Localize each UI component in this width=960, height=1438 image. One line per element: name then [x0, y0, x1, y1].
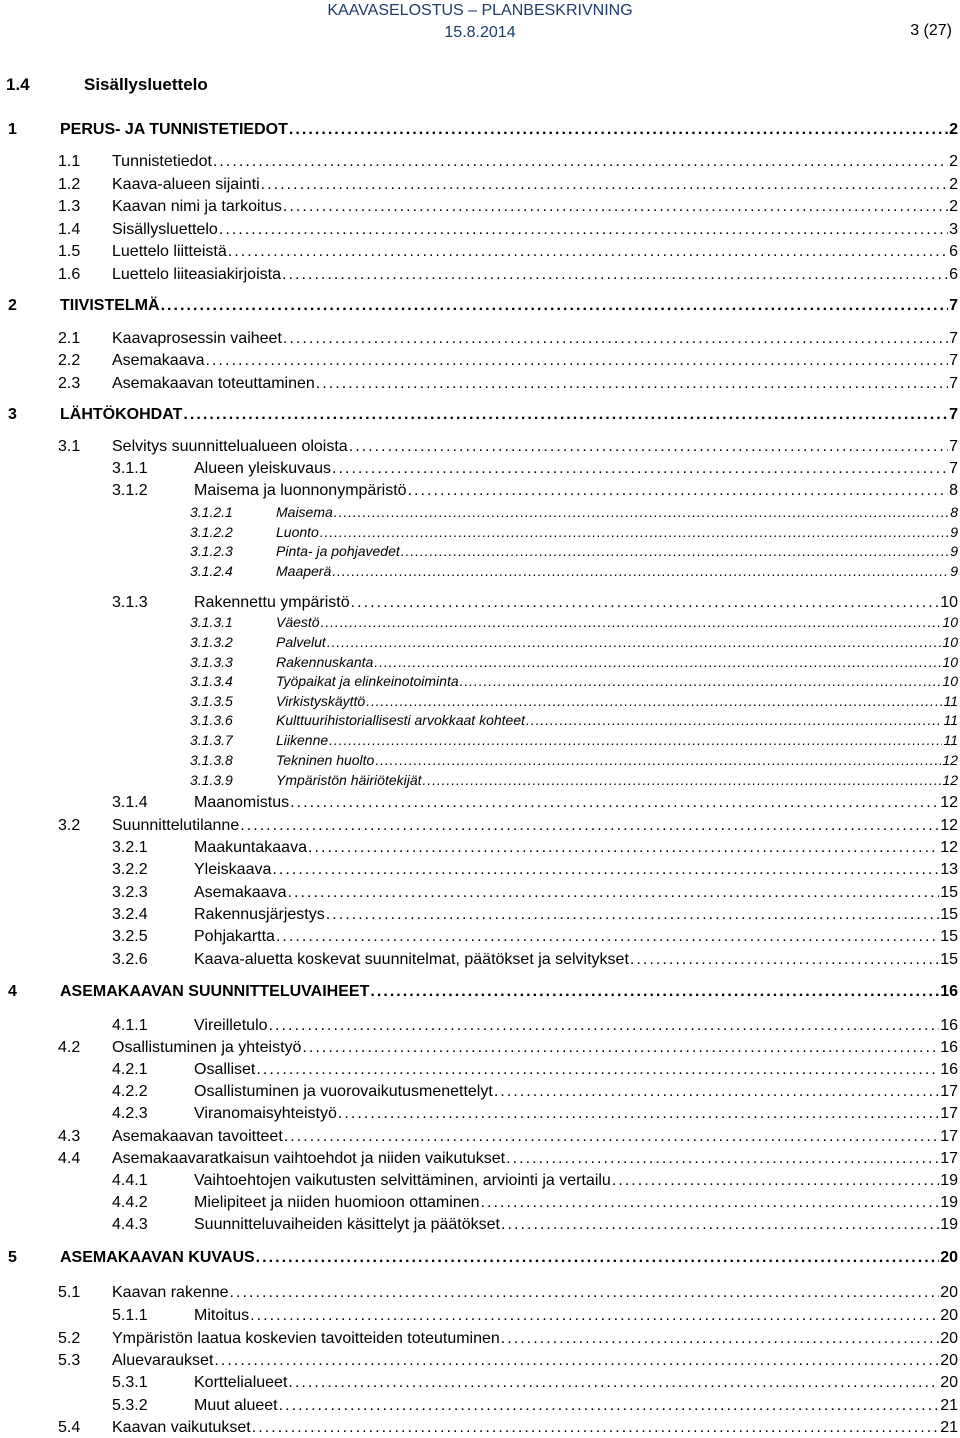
toc-entry-title: Selvitys suunnittelualueen oloista: [112, 438, 348, 455]
toc-entry-number: 4: [8, 983, 17, 1000]
toc-entry-number: 1: [8, 121, 17, 138]
toc-dot-leader: [494, 1082, 939, 1102]
toc-entry[interactable]: [58, 816, 958, 836]
toc-entry-page: 21: [940, 1419, 958, 1436]
toc-entry[interactable]: [58, 1351, 958, 1371]
toc-entry-page: 2: [949, 121, 958, 138]
toc-entry[interactable]: [58, 1127, 958, 1147]
toc-dot-leader: [230, 1283, 940, 1303]
toc-entry[interactable]: [8, 120, 958, 140]
toc-entry-page: 9: [950, 524, 958, 540]
toc-entry-title: Maaperä: [276, 563, 332, 579]
toc-entry-number: 3.1.3.7: [190, 732, 233, 748]
toc-entry[interactable]: [112, 1082, 958, 1102]
toc-entry-number: 3.1.3.3: [190, 654, 233, 670]
toc-entry-page: 6: [949, 243, 958, 260]
toc-entry-title: Liikenne: [276, 732, 329, 748]
toc-entry-title: Osalliset: [194, 1061, 256, 1078]
toc-entry[interactable]: [190, 503, 958, 521]
toc-entry-title: Maakuntakaava: [194, 839, 307, 856]
toc-entry-number: 4.3: [58, 1128, 81, 1145]
toc-entry[interactable]: [112, 481, 958, 501]
toc-entry[interactable]: [112, 1373, 958, 1393]
toc-entry-title: Osallistuminen ja vuorovaikutusmenettelyt: [194, 1083, 493, 1100]
toc-dot-leader: [284, 1127, 939, 1147]
section-number: 1.4: [6, 75, 30, 94]
toc-dot-leader: [252, 1418, 939, 1438]
toc-entry-title: Kaava-aluetta koskevat suunnitelmat, päätökset ja selvitykset: [194, 951, 629, 968]
toc-entry-page: 12: [940, 839, 958, 856]
toc-entry-number: 3.1.2.3: [190, 543, 233, 559]
toc-dot-leader: [366, 692, 942, 710]
toc-entry-page: 20: [940, 1330, 958, 1347]
toc-dot-leader: [308, 838, 939, 858]
toc-entry-page: 9: [950, 543, 958, 559]
toc-entry[interactable]: [190, 613, 958, 631]
toc-dot-leader: [219, 220, 948, 240]
toc-entry[interactable]: [58, 351, 958, 371]
toc-entry-number: 4.4.1: [112, 1172, 148, 1189]
toc-entry[interactable]: [58, 242, 958, 262]
toc-entry[interactable]: [8, 405, 958, 425]
toc-entry-number: 5.2: [58, 1330, 81, 1347]
toc-entry-page: 17: [940, 1150, 958, 1167]
toc-dot-leader: [183, 405, 948, 425]
toc-entry-number: 3.1.3.2: [190, 634, 233, 650]
toc-entry-number: 5: [8, 1249, 17, 1266]
toc-entry-number: 3.2.6: [112, 951, 148, 968]
toc-entry-number: 3.1.3: [112, 594, 148, 611]
toc-entry-title: TIIVISTELMÄ: [60, 297, 160, 314]
toc-entry-number: 4.4.2: [112, 1194, 148, 1211]
toc-dot-leader: [302, 1038, 939, 1058]
toc-entry[interactable]: [112, 1306, 958, 1326]
toc-entry-number: 3.1: [58, 438, 81, 455]
toc-entry-page: 16: [940, 1039, 958, 1056]
toc-entry-page: 19: [940, 1172, 958, 1189]
toc-entry-title: Pinta- ja pohjavedet: [276, 543, 400, 559]
toc-entry-page: 6: [949, 266, 958, 283]
toc-entry-page: 3: [949, 221, 958, 238]
toc-entry-title: PERUS- JA TUNNISTETIEDOT: [60, 121, 288, 138]
toc-entry-page: 15: [940, 951, 958, 968]
toc-entry[interactable]: [190, 711, 958, 729]
toc-entry[interactable]: [190, 633, 958, 651]
toc-entry[interactable]: [112, 1193, 958, 1213]
toc-entry-number: 1.6: [58, 266, 81, 283]
toc-entry-page: 10: [942, 614, 958, 630]
toc-entry-number: 3.1.2.4: [190, 563, 233, 579]
toc-entry-number: 3.2.4: [112, 906, 148, 923]
toc-entry[interactable]: [112, 1396, 958, 1416]
toc-dot-leader: [460, 672, 942, 690]
toc-entry-page: 12: [940, 817, 958, 834]
toc-entry-page: 11: [943, 712, 958, 728]
toc-entry-page: 7: [949, 297, 958, 314]
toc-entry-title: Mitoitus: [194, 1307, 250, 1324]
toc-entry[interactable]: [190, 692, 958, 710]
toc-entry-page: 15: [940, 928, 958, 945]
toc-entry-title: Luonto: [276, 524, 319, 540]
toc-entry[interactable]: [112, 1104, 958, 1124]
toc-entry[interactable]: [112, 950, 958, 970]
toc-entry-number: 1.3: [58, 198, 81, 215]
toc-entry-page: 20: [940, 1284, 958, 1301]
toc-entry[interactable]: [112, 1060, 958, 1080]
toc-entry-title: Muut alueet: [194, 1397, 278, 1414]
toc-dot-leader: [375, 751, 941, 769]
page-header: [240, 0, 720, 44]
toc-entry-title: Kaava-alueen sijainti: [112, 176, 260, 193]
toc-entry-title: Kaavan nimi ja tarkoitus: [112, 198, 282, 215]
toc-dot-leader: [261, 175, 948, 195]
toc-entry-page: 17: [940, 1105, 958, 1122]
toc-entry-title: LÄHTÖKOHDAT: [60, 406, 183, 423]
toc-entry-title: Alueen yleiskuvaus: [194, 460, 331, 477]
toc-entry-number: 3.1.3.9: [190, 772, 233, 788]
toc-entry-page: 10: [942, 634, 958, 650]
toc-entry[interactable]: [112, 1016, 958, 1036]
toc-entry-title: Aluevaraukset: [112, 1352, 214, 1369]
toc-entry-number: 5.1.1: [112, 1307, 148, 1324]
toc-entry-number: 4.2.3: [112, 1105, 148, 1122]
toc-entry[interactable]: [190, 672, 958, 690]
toc-entry-number: 2.3: [58, 375, 81, 392]
toc-entry-title: Suunnitteluvaiheiden käsittelyt ja päätökset: [194, 1216, 500, 1233]
toc-entry-number: 3.1.3.1: [190, 614, 233, 630]
toc-entry-title: Rakennettu ympäristö: [194, 594, 350, 611]
toc-dot-leader: [334, 503, 949, 521]
toc-entry-page: 11: [943, 732, 958, 748]
toc-entry-number: 5.3: [58, 1352, 81, 1369]
toc-entry[interactable]: [112, 793, 958, 813]
toc-entry-title: Palvelut: [276, 634, 326, 650]
toc-entry[interactable]: [58, 437, 958, 457]
toc-dot-leader: [327, 633, 942, 651]
toc-entry-number: 3.1.3.6: [190, 712, 233, 728]
toc-dot-leader: [326, 905, 939, 925]
toc-dot-leader: [289, 120, 948, 140]
toc-entry-page: 13: [940, 861, 958, 878]
toc-dot-leader: [612, 1171, 939, 1191]
toc-entry-number: 3.1.1: [112, 460, 148, 477]
toc-entry-page: 16: [940, 983, 958, 1000]
toc-entry-number: 3.2.5: [112, 928, 148, 945]
toc-entry-number: 4.2.1: [112, 1061, 148, 1078]
toc-entry-title: ASEMAKAAVAN KUVAUS: [60, 1249, 255, 1266]
toc-entry[interactable]: [190, 542, 958, 560]
toc-entry-title: Asemakaavaratkaisun vaihtoehdot ja niiden vaikutukset: [112, 1150, 506, 1167]
toc-entry[interactable]: [112, 905, 958, 925]
toc-entry[interactable]: [58, 374, 958, 394]
toc-dot-leader: [320, 523, 949, 541]
toc-entry-page: 7: [949, 460, 958, 477]
toc-entry-page: 7: [949, 330, 958, 347]
toc-entry-number: 5.4: [58, 1419, 81, 1436]
toc-dot-leader: [526, 711, 942, 729]
toc-entry-page: 10: [940, 594, 958, 611]
toc-entry[interactable]: [58, 265, 958, 285]
toc-entry-title: Asemakaavan tavoitteet: [112, 1128, 283, 1145]
toc-entry-title: Ympäristön häiriötekijät: [276, 772, 422, 788]
toc-entry[interactable]: [112, 860, 958, 880]
toc-entry[interactable]: [58, 1038, 958, 1058]
toc-entry-number: 3: [8, 406, 17, 423]
toc-entry-title: Vaihtoehtojen vaikutusten selvittäminen, arviointi ja vertailu: [194, 1172, 611, 1189]
toc-dot-leader: [316, 374, 948, 394]
toc-entry-number: 3.1.3.4: [190, 673, 233, 689]
toc-entry-number: 2.2: [58, 352, 81, 369]
toc-entry-page: 12: [942, 772, 958, 788]
toc-entry-title: Mielipiteet ja niiden huomioon ottaminen: [194, 1194, 480, 1211]
toc-dot-leader: [351, 593, 940, 613]
toc-entry[interactable]: [58, 1283, 958, 1303]
toc-entry-title: Osallistuminen ja yhteistyö: [112, 1039, 302, 1056]
toc-entry-title: Kaavaprosessin vaiheet: [112, 330, 282, 347]
toc-entry-title: Korttelialueet: [194, 1374, 288, 1391]
toc-entry-title: Työpaikat ja elinkeinotoiminta: [276, 673, 459, 689]
toc-entry-number: 3.2.3: [112, 884, 148, 901]
toc-entry[interactable]: [8, 296, 958, 316]
toc-dot-leader: [214, 1351, 939, 1371]
toc-entry-title: Asemakaava: [194, 884, 287, 901]
toc-entry-page: 8: [950, 504, 958, 520]
toc-entry-title: Maisema: [276, 504, 333, 520]
toc-dot-leader: [288, 1373, 939, 1393]
toc-entry-number: 5.3.2: [112, 1397, 148, 1414]
toc-entry[interactable]: [8, 982, 958, 1002]
toc-entry[interactable]: [58, 1329, 958, 1349]
toc-dot-leader: [332, 459, 948, 479]
toc-entry-title: ASEMAKAAVAN SUUNNITTELUVAIHEET: [60, 983, 370, 1000]
toc-entry-page: 10: [942, 673, 958, 689]
toc-entry-title: Virkistyskäyttö: [276, 693, 366, 709]
toc-entry-number: 1.5: [58, 243, 81, 260]
toc-entry-number: 3.1.3.8: [190, 752, 233, 768]
toc-entry-number: 3.1.3.5: [190, 693, 233, 709]
toc-entry-page: 7: [949, 352, 958, 369]
toc-entry-title: Asemakaavan toteuttaminen: [112, 375, 315, 392]
toc-entry-number: 5.3.1: [112, 1374, 148, 1391]
toc-entry-number: 3.1.2.1: [190, 504, 233, 520]
toc-entry-page: 19: [940, 1216, 958, 1233]
toc-entry[interactable]: [58, 175, 958, 195]
toc-entry[interactable]: [190, 653, 958, 671]
toc-entry-number: 3.2.2: [112, 861, 148, 878]
toc-entry-page: 8: [949, 482, 958, 499]
toc-entry-number: 3.1.4: [112, 794, 148, 811]
toc-entry-number: 5.1: [58, 1284, 81, 1301]
toc-entry-page: 17: [940, 1128, 958, 1145]
toc-entry[interactable]: [58, 1418, 958, 1438]
toc-entry-title: Väestö: [276, 614, 320, 630]
document-title: KAAVASELOSTUS – PLANBESKRIVNING: [327, 2, 633, 19]
toc-dot-leader: [338, 1104, 939, 1124]
toc-dot-leader: [321, 613, 942, 631]
toc-entry-page: 7: [949, 438, 958, 455]
toc-entry-number: 4.1.1: [112, 1017, 148, 1034]
toc-entry-number: 3.1.2.2: [190, 524, 233, 540]
toc-entry-number: 4.2: [58, 1039, 81, 1056]
toc-dot-leader: [374, 653, 941, 671]
toc-entry[interactable]: [190, 523, 958, 541]
toc-entry[interactable]: [190, 562, 958, 580]
toc-entry-page: 12: [940, 794, 958, 811]
toc-dot-leader: [481, 1193, 940, 1213]
toc-dot-leader: [332, 562, 949, 580]
toc-entry-page: 2: [949, 198, 958, 215]
toc-entry-title: Luettelo liitteistä: [112, 243, 227, 260]
toc-entry-title: Suunnittelutilanne: [112, 817, 240, 834]
document-date: 15.8.2014: [444, 24, 516, 41]
toc-entry-number: 3.1.2: [112, 482, 148, 499]
toc-entry-number: 2: [8, 297, 17, 314]
section-title: Sisällysluettelo: [84, 75, 208, 94]
toc-entry[interactable]: [58, 220, 958, 240]
toc-dot-leader: [501, 1215, 939, 1235]
toc-entry-title: Maisema ja luonnonympäristö: [194, 482, 407, 499]
toc-entry-number: 3.2.1: [112, 839, 148, 856]
toc-dot-leader: [213, 152, 948, 172]
toc-entry-title: Kulttuurihistoriallisesti arvokkaat kohteet: [276, 712, 526, 728]
toc-entry[interactable]: [112, 838, 958, 858]
toc-entry-page: 20: [940, 1249, 958, 1266]
toc-dot-leader: [630, 950, 939, 970]
toc-entry[interactable]: [58, 329, 958, 349]
toc-entry-number: 2.1: [58, 330, 81, 347]
toc-entry-title: Vireilletulo: [194, 1017, 268, 1034]
toc-entry-title: Viranomaisyhteistyö: [194, 1105, 337, 1122]
toc-dot-leader: [329, 731, 942, 749]
toc-entry[interactable]: [112, 459, 958, 479]
toc-dot-leader: [272, 860, 939, 880]
toc-entry-title: Ympäristön laatua koskevien tavoitteiden toteutuminen: [112, 1330, 500, 1347]
toc-entry-title: Kaavan rakenne: [112, 1284, 229, 1301]
toc-entry-number: 4.4: [58, 1150, 81, 1167]
toc-entry-page: 20: [940, 1374, 958, 1391]
toc-dot-leader: [501, 1329, 939, 1349]
toc-dot-leader: [370, 982, 939, 1002]
toc-dot-leader: [401, 542, 949, 560]
toc-entry-title: Tekninen huolto: [276, 752, 375, 768]
toc-dot-leader: [250, 1306, 939, 1326]
toc-entry-title: Luettelo liiteasiakirjoista: [112, 266, 281, 283]
toc-entry-number: 4.4.3: [112, 1216, 148, 1233]
toc-entry[interactable]: [190, 771, 958, 789]
toc-entry-title: Maanomistus: [194, 794, 290, 811]
toc-entry[interactable]: [112, 883, 958, 903]
toc-dot-leader: [423, 771, 942, 789]
toc-entry-page: 16: [940, 1061, 958, 1078]
toc-entry[interactable]: [58, 1149, 958, 1169]
toc-dot-leader: [506, 1149, 939, 1169]
toc-entry-page: 15: [940, 884, 958, 901]
toc-dot-leader: [282, 265, 948, 285]
toc-entry-title: Rakennuskanta: [276, 654, 374, 670]
toc-entry[interactable]: [112, 927, 958, 947]
toc-entry[interactable]: [112, 1171, 958, 1191]
toc-entry-title: Sisällysluettelo: [112, 221, 218, 238]
toc-entry-title: Rakennusjärjestys: [194, 906, 325, 923]
toc-entry-page: 11: [943, 693, 958, 709]
toc-dot-leader: [408, 481, 949, 501]
toc-entry-number: 1.4: [58, 221, 81, 238]
toc-dot-leader: [349, 437, 948, 457]
toc-entry-number: 1.2: [58, 176, 81, 193]
toc-entry-title: Kaavan vaikutukset: [112, 1419, 251, 1436]
page-number: 3 (27): [910, 22, 952, 39]
toc-entry[interactable]: [190, 751, 958, 769]
toc-entry-number: 4.2.2: [112, 1083, 148, 1100]
toc-entry-page: 10: [942, 654, 958, 670]
toc-entry[interactable]: [190, 731, 958, 749]
toc-entry[interactable]: [112, 1215, 958, 1235]
toc-entry-page: 7: [949, 375, 958, 392]
toc-dot-leader: [290, 793, 939, 813]
toc-entry-page: 20: [940, 1307, 958, 1324]
toc-entry-title: Asemakaava: [112, 352, 205, 369]
toc-entry-page: 7: [949, 406, 958, 423]
toc-dot-leader: [276, 927, 939, 947]
toc-dot-leader: [283, 329, 948, 349]
toc-entry-page: 17: [940, 1083, 958, 1100]
toc-entry-number: 1.1: [58, 153, 81, 170]
toc-entry-title: Tunnistetiedot: [112, 153, 212, 170]
toc-entry-page: 9: [950, 563, 958, 579]
toc-entry-title: Pohjakartta: [194, 928, 275, 945]
toc-entry-page: 21: [940, 1397, 958, 1414]
toc-dot-leader: [256, 1248, 940, 1268]
toc-dot-leader: [256, 1060, 939, 1080]
toc-entry-number: 3.2: [58, 817, 81, 834]
toc-dot-leader: [161, 296, 949, 316]
toc-entry[interactable]: [58, 197, 958, 217]
toc-entry-page: 19: [940, 1194, 958, 1211]
toc-entry-title: Yleiskaava: [194, 861, 272, 878]
toc-dot-leader: [240, 816, 939, 836]
toc-entry-page: 15: [940, 906, 958, 923]
toc-dot-leader: [288, 883, 940, 903]
toc-entry[interactable]: [8, 1248, 958, 1268]
toc-entry-page: 16: [940, 1017, 958, 1034]
toc-entry[interactable]: [58, 152, 958, 172]
toc-dot-leader: [283, 197, 948, 217]
toc-dot-leader: [206, 351, 949, 371]
toc-dot-leader: [228, 242, 948, 262]
toc-entry-page: 2: [949, 153, 958, 170]
toc-entry-page: 12: [942, 752, 958, 768]
section-heading: [6, 74, 208, 96]
toc-dot-leader: [279, 1396, 940, 1416]
toc-entry[interactable]: [112, 593, 958, 613]
toc-entry-page: 2: [949, 176, 958, 193]
toc-entry-page: 20: [940, 1352, 958, 1369]
toc-dot-leader: [269, 1016, 940, 1036]
